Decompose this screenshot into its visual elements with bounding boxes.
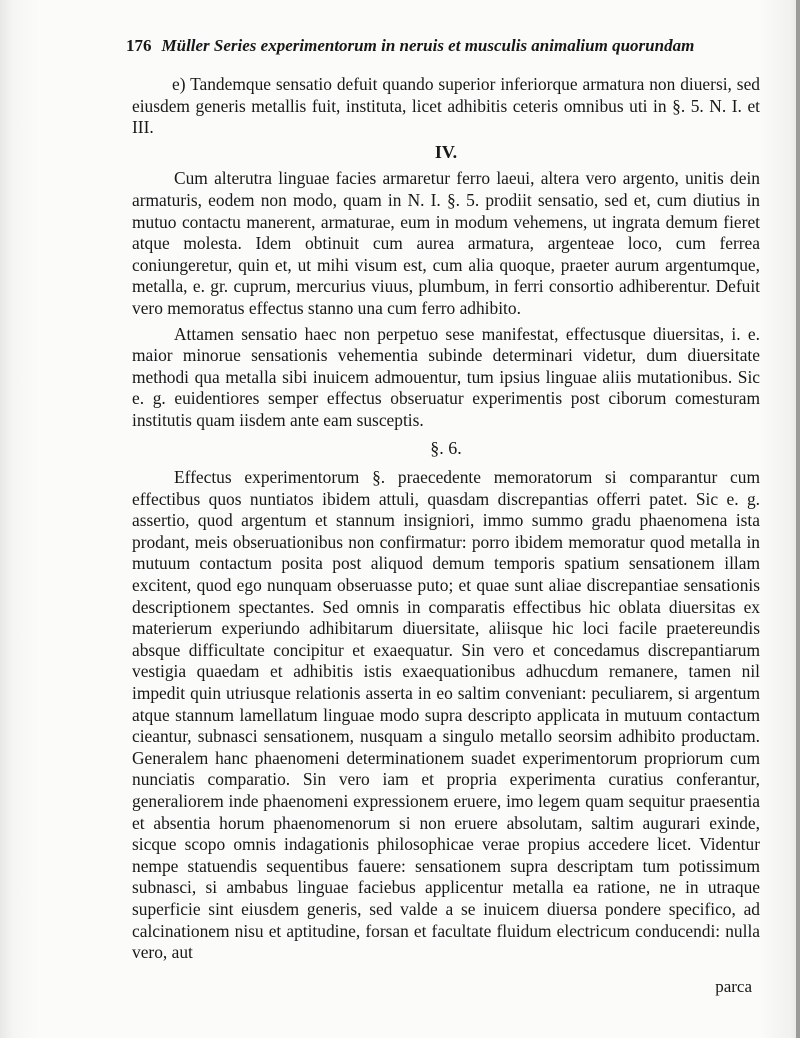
catchword: parca [715,977,752,996]
section-heading-iv: IV. [434,141,458,162]
paragraph-iv-2: Attamen sensatio haec non perpetuo sese manifestat, effectusque diuersitas, i. e. maior minorue sensationis vehementia subinde determinari videtur, dum diuersitate methodi qua metalla sibi inuicem admouentur, tum ipsius linguae aliis mutationibus. Sic e. g. euidentiores semper effectus obseruatur experimentis post ciborum comesturam institutis quam iisdem ante eam susceptis. [132,323,760,430]
section-heading-6: §. 6. [430,437,462,458]
paragraph-e: e) Tandemque sensatio defuit quando superior inferiorque armatura non diuersi, sed eiusdem generis metallis fuit, instituta, licet adhibitis ceteris omnibus uti in §. 5. N. I. et III. [132,74,760,138]
paragraph-iv-1: Cum alterutra linguae facies armaretur ferro laeui, altera vero argento, unitis dein armaturis, eodem non modo, quam in N. I. §. 5. prodiit sensatio, sed et, cum diutius in mutuo contactu manerent, armaturae, eum in modum vehemens, ut ingrata demum fieret atque molesta. Idem obtinuit cum aurea armatura, argenteae loco, cum ferrea coniungeretur, quin et, ut mihi visum est, cum alia quoque, praeter aurum argentumque, metalla, e. gr. cuprum, mercurius viuus, plumbum, in ferri consortio adhiberentur. Defuit vero memoratus effectus stanno una cum ferro adhibito. [132,168,760,318]
body-text [132,74,760,964]
running-header [126,36,750,56]
paragraph-6: Effectus experimentorum §. praecedente memoratorum si comparantur cum effectibus quos nuntiatos ibidem attuli, quasdam discrepantias offerri patet. Sic e. g. assertio, quod argentum et stannum insigniori, immo summo gradu phaenomena ista prodant, meis obseruationibus non confirmatur: porro ibidem memoratur quod metalla in mutuum contactum posita post aliquod demum temporis spatium sensationem illam excitent, quod ego nunquam obseruasse puto; et quae sunt aliae discrepantiae sensationis descriptionem spectantes. Sed omnis in comparatis effectibus hic oblata diuersitas ex materierum experiundo adhibitarum diuersitate, aliisque hic loci facile praetereundis absque difficultate concipitur et exaequatur. Sin vero et concedamus discrepantiarum vestigia quaedam et adhibitis istis exaequationibus adhucdum remanere, tamen nil impedit quin utriusque relationis asserta in eo saltim conveniant: peculiarem, si argentum atque stannum lamellatum linguae modo supra descripto applicata in mutuum contactum cieantur, subnasci sensationem, nusquam a singulo metallo seorsim adhibito productam. Generalem hanc phaenomeni determinationem suadet experimentorum propriorum cum nunciatis comparatio. Sin vero iam et propria experimenta curatius conferantur, generaliorem inde phaenomeni expressionem eruere, imo legem quam sequitur praesentia et absentia horum phaenomenorum si non eruere absolutam, saltim augurari exinde, sicque scopo omnis indagationis philosophicae verae propius accedere licet. Videntur nempe statuendis sequentibus fauere: sensationem supra descriptam tum potissimum subnasci, si ambabus linguae faciebus applicentur metalla ea ratione, ne in utraque superficie sint eiusdem generis, sed valde a se inuicem diuersa pondere specifico, ad calcinationem nisu et aptitudine, forsan et facultate fluidum electricum conducendi: nulla vero, aut [132,467,760,963]
running-title: Müller Series experimentorum in neruis et musculis animalium quorundam [161,36,695,55]
page-number: 176 [126,36,152,55]
